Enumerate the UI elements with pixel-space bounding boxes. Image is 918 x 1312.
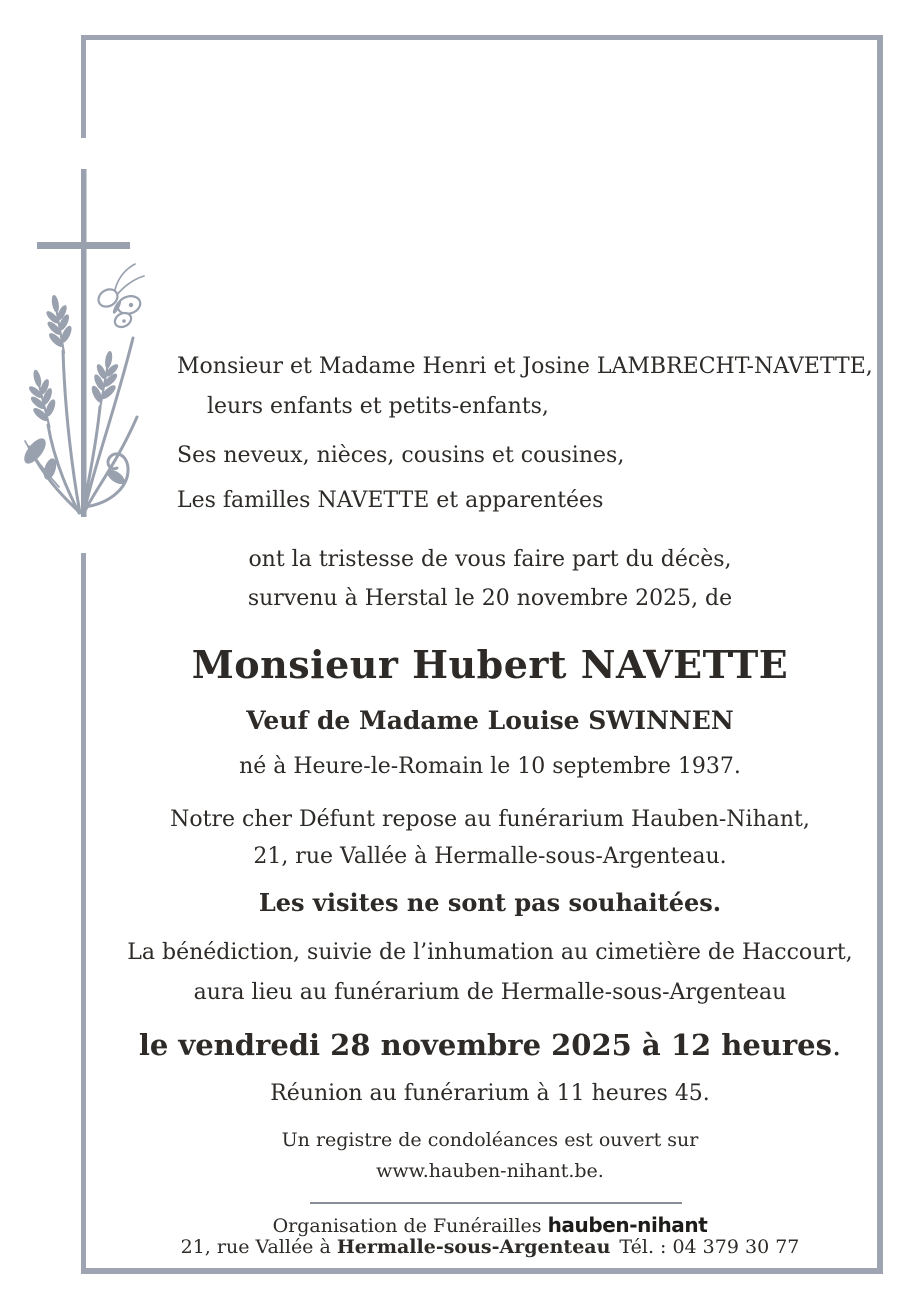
ceremony-date-bold: le vendredi 28 novembre 2025 à 12 heures [138, 1028, 832, 1062]
widower-line: Veuf de Madame Louise SWINNEN [246, 706, 734, 735]
ceremony-line-1: La bénédiction, suivie de l’inhumation au cimetière de Haccourt, [127, 940, 853, 965]
announcement-line-2: survenu à Herstal le 20 novembre 2025, de [247, 586, 733, 611]
repose-line-1: Notre cher Défunt repose au funérarium Hauben-Nihant, [170, 807, 810, 832]
funeral-home-brand: hauben-nihant [547, 1213, 708, 1237]
deceased-name-title: Monsieur Hubert NAVETTE [191, 642, 789, 687]
footer-address-line [90, 1236, 890, 1258]
announcement-line-1: ont la tristesse de vous faire part du décès, [248, 547, 732, 572]
frame-border-top [81, 35, 883, 40]
repose-line-2: 21, rue Vallée à Hermalle-sous-Argenteau. [253, 844, 727, 869]
frame-border-left-lower [81, 553, 86, 1274]
family-line-1: Monsieur et Madame Henri et Josine LAMBRECHT-NAVETTE, [177, 354, 873, 379]
visits-line: Les visites ne sont pas souhaitées. [258, 888, 722, 917]
family-line-3: Ses neveux, nièces, cousins et cousines, [177, 443, 625, 468]
address-prefix: 21, rue Vallée à [180, 1236, 337, 1258]
ceremony-date-line [90, 1027, 890, 1063]
meeting-line: Réunion au funérarium à 11 heures 45. [270, 1081, 710, 1106]
butterfly-icon [95, 264, 144, 330]
phone-number: Tél. : 04 379 30 77 [619, 1236, 800, 1258]
family-line-2: leurs enfants et petits-enfants, [207, 394, 549, 419]
frame-border-left-upper [81, 35, 86, 138]
birth-line: né à Heure-le-Romain le 10 septembre 1937. [239, 754, 741, 779]
ceremony-line-2: aura lieu au funérarium de Hermalle-sous-Argenteau [193, 980, 787, 1005]
footer-organisation-line [90, 1213, 890, 1237]
register-line-1: Un registre de condoléances est ouvert sur [281, 1129, 699, 1151]
register-line-2: www.hauben-nihant.be. [376, 1160, 604, 1182]
organisation-prefix: Organisation de Funérailles [272, 1215, 548, 1237]
ceremony-date-period: . [831, 1028, 842, 1062]
frame-border-bottom [81, 1268, 883, 1274]
footer-separator [310, 1202, 682, 1204]
family-line-4: Les familles NAVETTE et apparentées [177, 488, 604, 513]
address-bold: Hermalle-sous-Argenteau [336, 1236, 611, 1258]
